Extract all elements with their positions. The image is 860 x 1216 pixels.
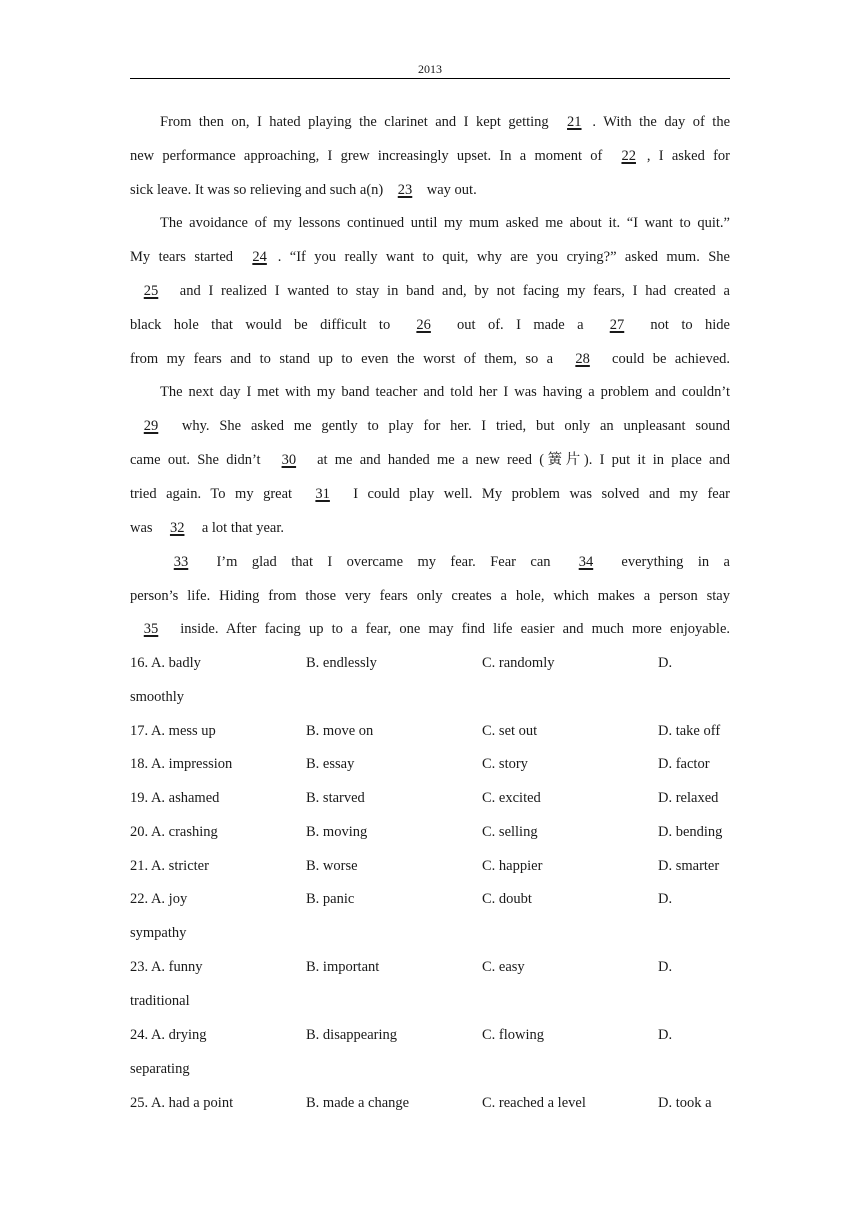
passage-text: everything in a	[606, 554, 730, 570]
passage-line: person’s life. Hiding from those very fears only creates a hole, which makes a person stay	[130, 588, 730, 604]
option-c: C. set out	[482, 723, 538, 739]
blank-34: 34	[578, 554, 594, 570]
option-d: D.	[658, 1027, 673, 1043]
passage-line: The avoidance of my lessons continued until my mum asked me about it. “I want to quit.”	[160, 215, 730, 231]
option-a: 16. A. badly	[130, 655, 201, 671]
passage-line	[160, 553, 730, 571]
passage-line	[130, 620, 730, 638]
blank-22: 22	[621, 148, 636, 164]
passage-text: out of. I made a	[444, 317, 596, 333]
option-b: B. made a change	[306, 1095, 410, 1111]
passage-text: black hole that would be difficult to	[130, 317, 403, 333]
passage-text: . “If you really want to quit, why are you crying?” asked mum. She	[277, 249, 730, 265]
passage-line	[130, 181, 730, 199]
option-a: 25. A. had a point	[130, 1095, 234, 1111]
passage-text: My tears started	[130, 249, 242, 265]
option-a: 17. A. mess up	[130, 723, 216, 739]
passage-text: and I realized I wanted to stay in band and, by not facing my fears, I had created a	[172, 283, 730, 299]
passage-line	[130, 519, 730, 537]
passage-text: From then on, I hated playing the clarinet and I kept getting	[160, 114, 557, 130]
passage-text: I could play well. My problem was solved and my fear	[343, 486, 731, 502]
option-c: C. easy	[482, 959, 525, 975]
header-rule	[130, 78, 730, 79]
option-a: 23. A. funny	[130, 959, 203, 975]
passage-text: came out. She didn’t	[130, 452, 268, 468]
blank-35: 35	[143, 621, 159, 637]
option-a: 21. A. stricter	[130, 858, 209, 874]
blank-26: 26	[416, 317, 431, 333]
option-b: B. worse	[306, 858, 358, 874]
blank-30: 30	[281, 452, 297, 468]
passage-text: sick leave. It was so relieving and such a(n)	[130, 182, 387, 198]
blank-29: 29	[143, 418, 159, 434]
option-b: B. moving	[306, 824, 368, 840]
option-c: C. excited	[482, 790, 541, 806]
option-c: C. randomly	[482, 655, 555, 671]
option-d: D.	[658, 959, 673, 975]
passage-text: a lot that year.	[198, 520, 284, 536]
option-d-continued: sympathy	[130, 925, 187, 941]
blank-21: 21	[567, 114, 582, 130]
blank-24: 24	[252, 249, 267, 265]
passage-text: inside. After facing up to a fear, one may find life easier and much more enjoyable.	[172, 621, 730, 637]
passage-line	[130, 147, 730, 165]
passage-text: at me and handed me a new reed (簧片). I put it in place and	[309, 452, 730, 468]
option-d: D. take off	[658, 723, 721, 739]
passage-line	[130, 316, 730, 334]
option-b: B. move on	[306, 723, 374, 739]
option-b: B. endlessly	[306, 655, 377, 671]
option-d-continued: separating	[130, 1061, 190, 1077]
blank-28: 28	[575, 351, 590, 367]
option-d-continued: traditional	[130, 993, 190, 1009]
option-d: D. relaxed	[658, 790, 719, 806]
blank-33: 33	[173, 554, 189, 570]
passage-text: new performance approaching, I grew increasingly upset. In a moment of	[130, 148, 611, 164]
passage-line	[130, 350, 730, 368]
option-c: C. selling	[482, 824, 538, 840]
option-c: C. happier	[482, 858, 543, 874]
option-c: C. reached a level	[482, 1095, 586, 1111]
option-b: B. important	[306, 959, 380, 975]
passage-text: why. She asked me gently to play for her. I tried, but only an unpleasant sound	[172, 418, 730, 434]
passage-line	[130, 417, 730, 435]
passage-line: The next day I met with my band teacher and told her I was having a problem and couldn’t	[160, 384, 730, 400]
blank-32: 32	[169, 520, 185, 536]
passage-text: from my fears and to stand up to even the worst of them, so a	[130, 351, 562, 367]
passage-line	[130, 282, 730, 300]
option-c: C. story	[482, 756, 528, 772]
option-c: C. doubt	[482, 891, 532, 907]
option-d-continued: smoothly	[130, 689, 184, 705]
option-d: D.	[658, 891, 673, 907]
option-d: D. factor	[658, 756, 710, 772]
option-a: 18. A. impression	[130, 756, 233, 772]
option-d: D. bending	[658, 824, 723, 840]
passage-text: could be achieved.	[603, 351, 731, 367]
option-a: 22. A. joy	[130, 891, 188, 907]
blank-25: 25	[143, 283, 159, 299]
option-d: D. took a	[658, 1095, 712, 1111]
passage-line	[130, 451, 730, 469]
passage-line	[130, 485, 730, 503]
passage-text: tried again. To my great	[130, 486, 302, 502]
passage-text: I’m glad that I overcame my fear. Fear can	[202, 554, 565, 570]
blank-31: 31	[315, 486, 330, 502]
passage-text: , I asked for	[646, 148, 730, 164]
passage-line	[130, 248, 730, 266]
blank-27: 27	[609, 317, 625, 333]
option-d: D. smarter	[658, 858, 720, 874]
option-b: B. panic	[306, 891, 355, 907]
option-a: 24. A. drying	[130, 1027, 207, 1043]
passage-text: not to hide	[638, 317, 730, 333]
option-b: B. starved	[306, 790, 365, 806]
passage-text: was	[130, 520, 157, 536]
option-b: B. disappearing	[306, 1027, 398, 1043]
blank-23: 23	[397, 182, 413, 198]
option-d: D.	[658, 655, 673, 671]
option-c: C. flowing	[482, 1027, 545, 1043]
option-a: 20. A. crashing	[130, 824, 218, 840]
passage-text: . With the day of the	[592, 114, 731, 130]
passage-line	[160, 113, 730, 131]
option-b: B. essay	[306, 756, 355, 772]
option-a: 19. A. ashamed	[130, 790, 220, 806]
header-year: 2013	[418, 62, 442, 76]
passage-text: way out.	[423, 182, 477, 198]
